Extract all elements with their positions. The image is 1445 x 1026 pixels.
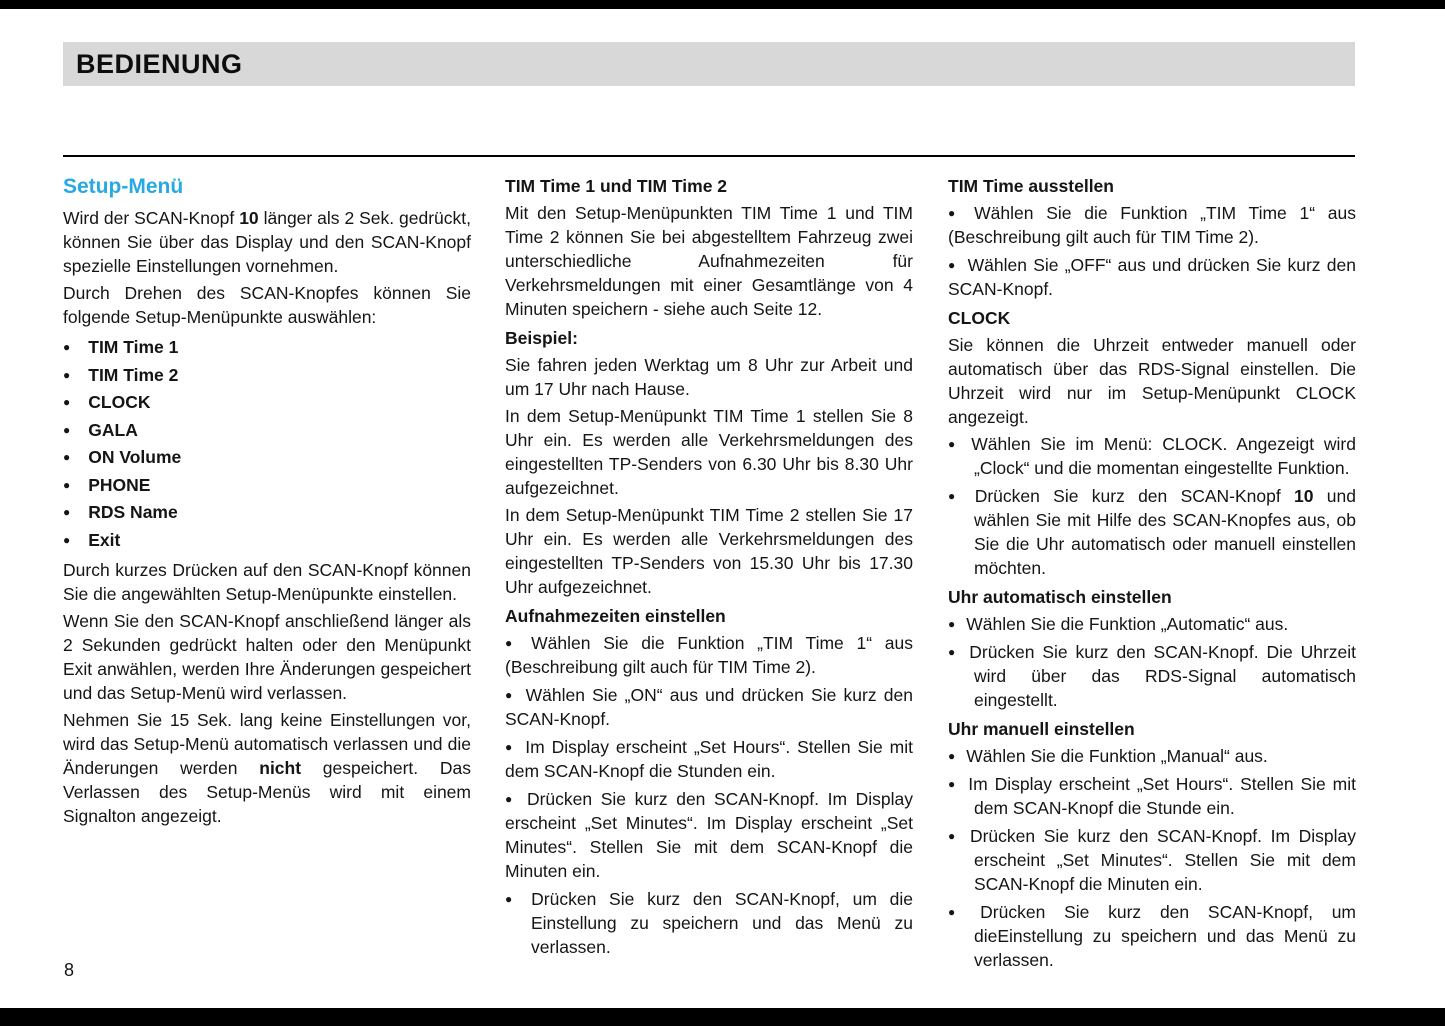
- bullet-icon: ●: [63, 477, 71, 492]
- bullet-icon: ●: [948, 489, 964, 503]
- menu-item-label: CLOCK: [88, 392, 151, 412]
- instruction-text: Drücken Sie kurz den SCAN-Knopf. Im Display erscheint „Set Minutes“. Stellen Sie mit dem SCAN-Knopf die Minuten ein.: [969, 826, 1357, 894]
- instruction-item: [505, 887, 913, 959]
- bullet-icon: ●: [63, 367, 71, 382]
- menu-item-label: ON Volume: [88, 447, 182, 467]
- bullet-icon: ●: [505, 688, 515, 702]
- instruction-text: Im Display erscheint „Set Hours“. Stellen Sie mit dem SCAN-Knopf die Stunde ein.: [968, 774, 1356, 818]
- paragraph: Sie fahren jeden Werktag um 8 Uhr zur Arbeit und um 17 Uhr nach Hause.: [505, 355, 913, 399]
- menu-item-on-volume: [63, 444, 471, 472]
- instruction-text: Wählen Sie die Funktion „TIM Time 1“ aus (Beschreibung gilt auch für TIM Time 2).: [948, 203, 1357, 247]
- paragraph: In dem Setup-Menüpunkt TIM Time 2 stellen Sie 17 Uhr ein. Es werden alle Verkehrsmeldungen des eingestellten TP-Senders von 15.30 Uhr bis 17.30 Uhr aufgezeichnet.: [505, 505, 913, 597]
- instruction-item: [505, 735, 913, 783]
- instruction-item: [948, 824, 1356, 896]
- paragraph: Durch kurzes Drücken auf den SCAN-Knopf können Sie die angewählten Setup-Menüpunkte einstellen.: [63, 560, 471, 604]
- instruction-text: Drücken Sie kurz den SCAN-Knopf. Die Uhrzeit wird über das RDS-Signal automatisch eingestellt.: [969, 642, 1357, 710]
- menu-item-label: TIM Time 1: [88, 337, 179, 357]
- bullet-icon: ●: [948, 206, 964, 220]
- bullet-icon: ●: [948, 437, 961, 451]
- instruction-text: Wählen Sie „OFF“ aus und drücken Sie kurz den SCAN-Knopf.: [948, 255, 1356, 299]
- instruction-item: [948, 201, 1356, 249]
- column-right: [948, 174, 1356, 976]
- paragraph: In dem Setup-Menüpunkt TIM Time 1 stellen Sie 8 Uhr ein. Es werden alle Verkehrsmeldungen des eingestellten TP-Senders von 6.30 Uhr bis 8.30 Uhr aufgezeichnet.: [505, 406, 913, 498]
- bullet-icon: ●: [63, 340, 71, 354]
- menu-item-gala: [63, 417, 471, 445]
- menu-item-label: TIM Time 2: [88, 364, 179, 385]
- instruction-item: [505, 683, 913, 731]
- bullet-icon: ●: [948, 749, 956, 763]
- header-rule: [63, 155, 1355, 157]
- heading-uhr-manuell-einstellen: Uhr manuell einstellen: [948, 719, 1135, 739]
- menu-item-tim-time-1: [63, 334, 471, 362]
- bottom-edge-bar: [0, 1008, 1445, 1026]
- paragraph: Sie können die Uhrzeit entweder manuell oder automatisch über das RDS-Signal einstellen. Die Uhrzeit wird nur im Setup-Menüpunkt CLOCK angezeigt.: [948, 335, 1356, 427]
- bullet-icon: ●: [948, 645, 959, 659]
- heading-clock: CLOCK: [948, 308, 1011, 328]
- bold-run: 10: [1294, 486, 1314, 506]
- heading-aufnahmezeiten-einstellen: Aufnahmezeiten einstellen: [505, 606, 726, 626]
- instruction-item: [948, 900, 1356, 972]
- top-edge-bar: [0, 0, 1445, 9]
- bullet-icon: ●: [505, 892, 521, 906]
- instruction-text: Wählen Sie im Menü: CLOCK. Angezeigt wird „Clock“ und die momentan eingestellte Funktion.: [971, 434, 1356, 478]
- heading-uhr-automatisch-einstellen: Uhr automatisch einstellen: [948, 587, 1172, 607]
- text-run: Drücken Sie kurz den SCAN-Knopf: [974, 486, 1295, 506]
- instruction-item: [948, 772, 1356, 820]
- text-run: länger als 2 Sek. gedrückt, können Sie über das Display und den SCAN-Knopf spezielle Einstellungen vornehmen.: [63, 208, 472, 276]
- instruction-item: [948, 640, 1356, 712]
- instruction-item: [505, 631, 913, 679]
- menu-item-label: RDS Name: [88, 502, 178, 522]
- paragraph: Mit den Setup-Menüpunkten TIM Time 1 und TIM Time 2 können Sie bei abgestelltem Fahrzeug zwei unterschiedliche Aufnahmezeiten für Verkehrsmeldungen mit einer Gesamtlänge von 4 Minuten speichern - siehe auch Seite 12.: [505, 203, 913, 319]
- bullet-icon: ●: [948, 777, 958, 791]
- bullet-icon: ●: [948, 829, 959, 843]
- bold-run: 10: [239, 208, 259, 228]
- page-title: BEDIENUNG: [76, 48, 243, 79]
- bold-run: nicht: [259, 758, 302, 778]
- heading-beispiel: Beispiel:: [505, 328, 578, 348]
- column-left: [63, 174, 471, 831]
- text-run: Wird der SCAN-Knopf: [63, 208, 240, 228]
- bullet-icon: ●: [63, 532, 71, 547]
- instruction-text: Drücken Sie kurz den SCAN-Knopf, um die Einstellung zu speichern und das Menü zu verlassen.: [531, 889, 914, 957]
- heading-setup-menu: Setup-Menü: [63, 175, 184, 198]
- instruction-text: Im Display erscheint „Set Hours“. Stellen Sie mit dem SCAN-Knopf die Stunden ein.: [505, 737, 913, 781]
- setup-menu-list: [63, 334, 471, 554]
- instruction-text: Drücken Sie kurz den SCAN-Knopf, um dieEinstellung zu speichern und das Menü zu verlassen.: [974, 902, 1357, 970]
- instruction-item: [505, 787, 913, 883]
- instruction-item: [948, 612, 1356, 636]
- menu-item-clock: [63, 389, 471, 417]
- instruction-text: Wählen Sie die Funktion „Manual“ aus.: [966, 746, 1268, 766]
- column-middle: [505, 174, 913, 963]
- page-number: 8: [64, 960, 75, 980]
- text-run: Nehmen Sie 15 Sek. lang keine Einstellungen vor, wird das Setup-Menü automatisch verlassen und die Änderungen werden: [63, 710, 471, 778]
- paragraph: Wenn Sie den SCAN-Knopf anschließend länger als 2 Sekunden gedrückt halten oder den Menüpunkt Exit anwählen, werden Ihre Änderungen gespeichert und das Setup-Menü wird verlassen.: [63, 611, 471, 703]
- menu-item-phone: [63, 472, 471, 500]
- bullet-icon: ●: [63, 450, 71, 464]
- bullet-icon: ●: [948, 905, 970, 919]
- bullet-icon: ●: [63, 505, 71, 519]
- page-header-bar: [63, 42, 1355, 86]
- bullet-icon: ●: [505, 740, 515, 754]
- instruction-item: [948, 253, 1356, 301]
- text-run: und wählen Sie mit Hilfe des SCAN-Knopfes aus, ob Sie die Uhr automatisch oder manuell einstellen möchten.: [974, 486, 1357, 578]
- bullet-icon: ●: [948, 258, 957, 272]
- paragraph: [63, 206, 471, 278]
- bullet-icon: ●: [63, 395, 71, 409]
- instruction-item: [948, 484, 1356, 580]
- menu-item-label: PHONE: [88, 474, 151, 495]
- menu-item-rds-name: [63, 499, 471, 527]
- instruction-item: [948, 744, 1356, 768]
- paragraph: [63, 708, 471, 828]
- heading-tim-time-1-und-2: TIM Time 1 und TIM Time 2: [505, 176, 728, 196]
- menu-item-label: Exit: [88, 529, 121, 550]
- bullet-icon: ●: [948, 617, 956, 631]
- instruction-text: Wählen Sie die Funktion „TIM Time 1“ aus (Beschreibung gilt auch für TIM Time 2).: [505, 633, 914, 677]
- text-run: gespeichert. Das Verlassen des Setup-Menüs wird mit einem Signalton angezeigt.: [63, 758, 472, 826]
- paragraph: Durch Drehen des SCAN-Knopfes können Sie folgende Setup-Menüpunkte auswählen:: [63, 283, 471, 327]
- instruction-text: Drücken Sie kurz den SCAN-Knopf. Im Display erscheint „Set Minutes“. Im Display erscheint „Set Minutes“. Stellen Sie mit dem SCAN-Knopf die Minuten ein.: [505, 789, 914, 881]
- instruction-item: [948, 432, 1356, 480]
- menu-item-tim-time-2: [63, 362, 471, 390]
- heading-tim-time-ausstellen: TIM Time ausstellen: [948, 176, 1114, 196]
- bullet-icon: ●: [505, 636, 521, 650]
- instruction-text: Wählen Sie „ON“ aus und drücken Sie kurz den SCAN-Knopf.: [505, 685, 913, 729]
- menu-item-label: GALA: [88, 419, 138, 440]
- instruction-text: Wählen Sie die Funktion „Automatic“ aus.: [966, 614, 1289, 634]
- menu-item-exit: [63, 527, 471, 555]
- bullet-icon: ●: [505, 792, 516, 806]
- bullet-icon: ●: [63, 422, 71, 437]
